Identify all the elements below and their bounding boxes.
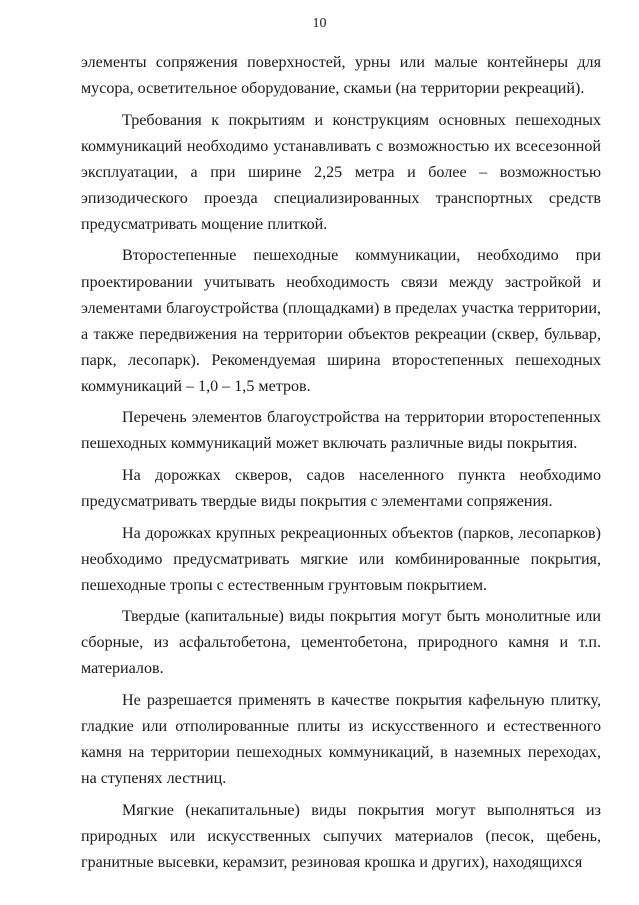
paragraph-8: Не разрешается применять в качестве покрытия кафельную плитку, гладкие или отполированные плиты из искусственного и естественного камня на территории пешеходных коммуникаций, в наземных переходах, на ступенях лестниц. bbox=[81, 691, 601, 788]
paragraph-4: Перечень элементов благоустройства на территории второстепенных пешеходных коммуникаций может включать различные виды покрытия. bbox=[81, 409, 601, 453]
paragraph-7: Твердые (капитальные) виды покрытия могут быть монолитные или сборные, из асфальтобетона, цементобетона, природного камня и т.п. материалов. bbox=[81, 608, 601, 678]
document-body bbox=[81, 50, 601, 881]
paragraph-2: Требования к покрытиям и конструкциям основных пешеходных коммуникаций необходимо устанавливать с возможностью их всесезонной эксплуатации, а при ширине 2,25 метра и более – возможностью эпизодического проезда специализированных транспортных средств предусматривать мощение плиткой. bbox=[81, 111, 601, 233]
paragraph-9: Мягкие (некапитальные) виды покрытия могут выполняться из природных или искусственных сыпучих материалов (песок, щебень, гранитные высевки, керамзит, резиновая крошка и других), находящихся bbox=[81, 801, 601, 871]
paragraph-6: На дорожках крупных рекреационных объектов (парков, лесопарков) необходимо предусматривать мягкие или комбинированные покрытия, пешеходные тропы с естественным грунтовым покрытием. bbox=[81, 524, 601, 594]
paragraph-5: На дорожках скверов, садов населенного пункта необходимо предусматривать твердые виды покрытия с элементами сопряжения. bbox=[81, 466, 601, 511]
paragraph-1: элементы сопряжения поверхностей, урны или малые контейнеры для мусора, осветительное оборудование, скамьи (на территории рекреаций). bbox=[81, 54, 601, 98]
paragraph-3: Второстепенные пешеходные коммуникации, необходимо при проектировании учитывать необходимость связи между застройкой и элементами благоустройства (площадками) в пределах участка территории, а также передвижения на территории объектов рекреации (сквер, бульвар, парк, лесопарк). Рекомендуемая ширина второстепенных пешеходных коммуникаций – 1,0 – 1,5 метров. bbox=[81, 247, 601, 395]
page-number: 10 bbox=[312, 16, 327, 31]
